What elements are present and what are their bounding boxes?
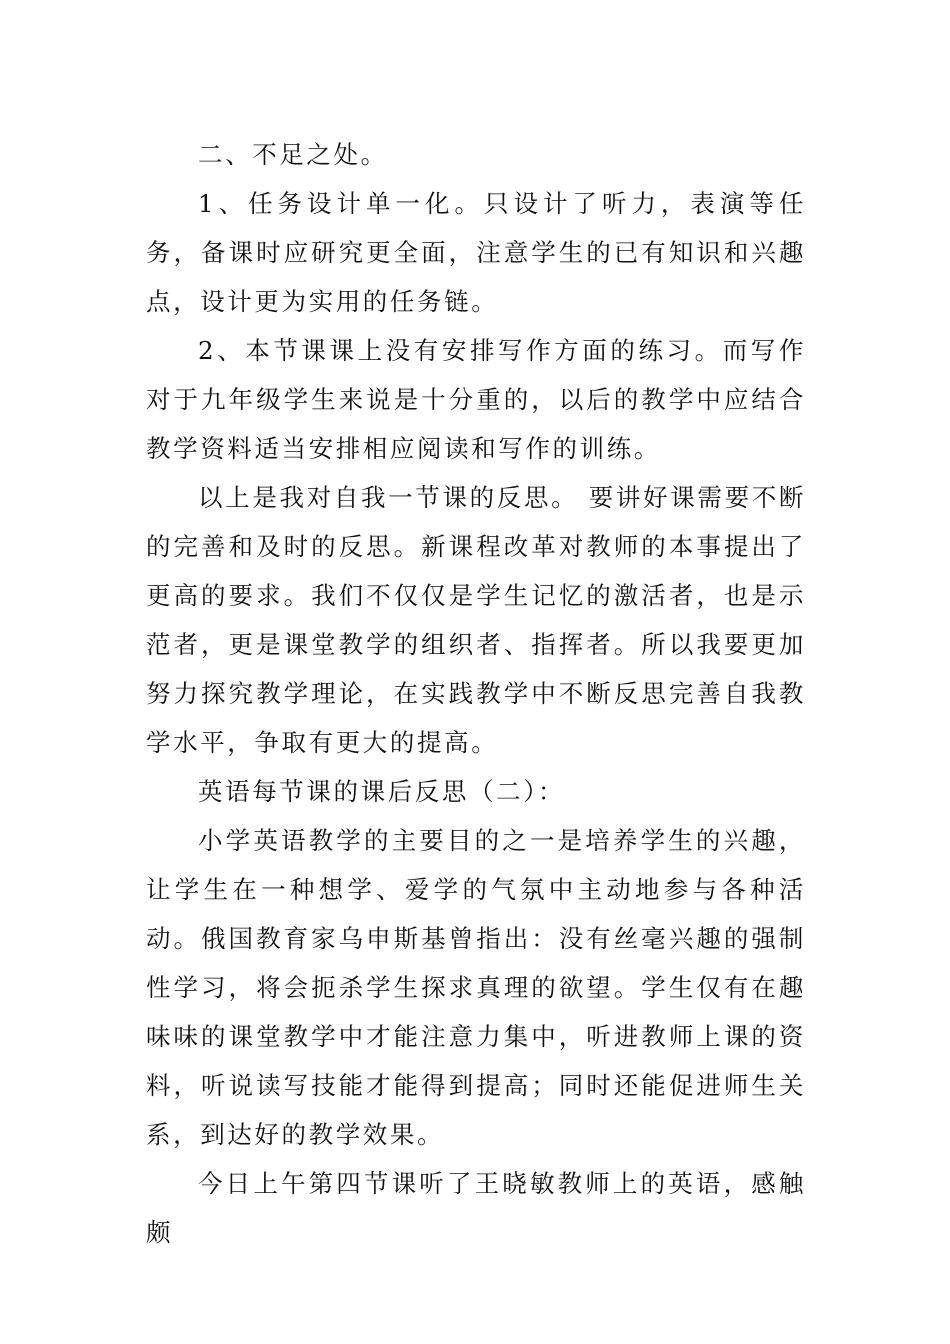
paragraph-observation-start: 今日上午第四节课听了王晓敏教师上的英语，感触颇 bbox=[146, 1169, 806, 1247]
document-body bbox=[146, 130, 806, 1257]
paragraph-primary-english-interest: 小学英语教学的主要目的之一是培养学生的兴趣，让学生在一种想学、爱学的气氛中主动地参与各种活动。俄国教育家乌申斯基曾指出：没有丝毫兴趣的强制性学习，将会扼杀学生探求真理的欲望。学生仅有在趣味味的课堂教学中才能注意力集中，听进教师上课的资料，听说读写技能才能得到提高；同时还能促进师生关系，到达好的教学效果。 bbox=[146, 826, 806, 1149]
paragraph-task-design: 1、任务设计单一化。只设计了听力，表演等任务，备课时应研究更全面，注意学生的已有知识和兴趣点，设计更为实用的任务链。 bbox=[146, 189, 806, 316]
section-heading-reflection-two: 英语每节课的课后反思（二）： bbox=[198, 777, 566, 806]
paragraph-writing-practice: 2、本节课课上没有安排写作方面的练习。而写作对于九年级学生来说是十分重的，以后的教学中应结合教学资料适当安排相应阅读和写作的训练。 bbox=[146, 336, 806, 463]
paragraph-reflection-summary: 以上是我对自我一节课的反思。 要讲好课需要不断的完善和及时的反思。新课程改革对教师的本事提出了更高的要求。我们不仅仅是学生记忆的激活者，也是示范者，更是课堂教学的组织者、指挥者。所以我要更加努力探究教学理论，在实践教学中不断反思完善自我教学水平，争取有更大的提高。 bbox=[146, 483, 806, 757]
section-heading-shortcomings: 二、不足之处。 bbox=[198, 140, 388, 169]
